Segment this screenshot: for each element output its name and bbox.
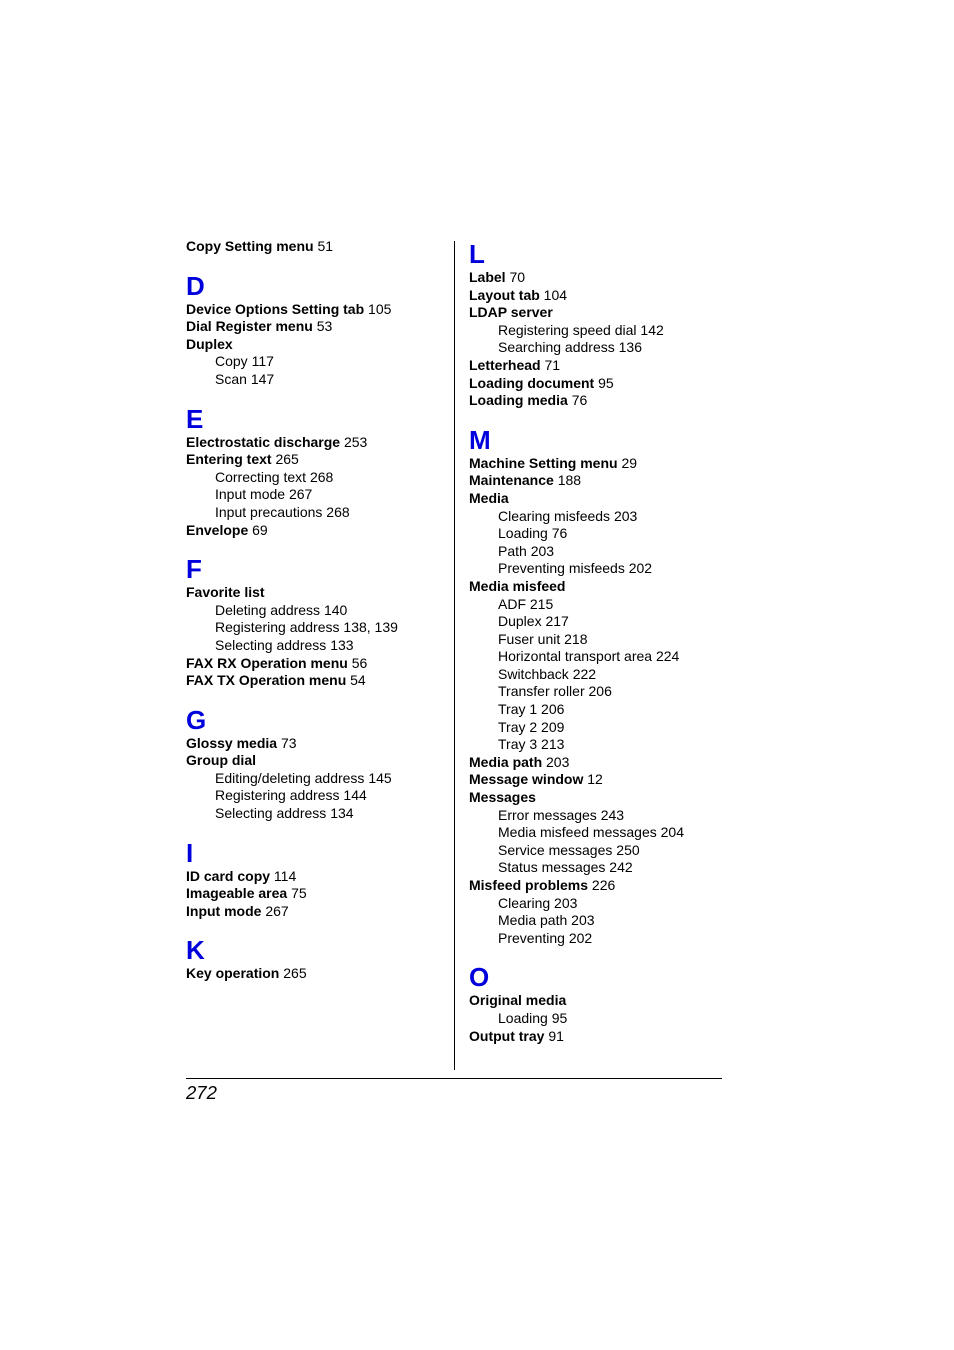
index-term: ADF	[498, 595, 526, 612]
index-page-ref: 147	[250, 370, 275, 387]
index-term: Service messages	[498, 841, 613, 858]
index-term: Envelope	[186, 521, 249, 538]
index-subentry	[469, 596, 729, 614]
index-term: Maintenance	[469, 472, 554, 489]
index-page-ref: 114	[273, 867, 297, 884]
index-page-ref: 203	[554, 894, 578, 911]
index-page-ref: 95	[551, 1009, 568, 1026]
index-page-ref: 202	[568, 929, 593, 946]
index-column-left	[186, 238, 446, 983]
index-page-ref: 69	[252, 521, 268, 538]
index-term: Letterhead	[469, 356, 541, 373]
index-page-ref: 54	[350, 672, 366, 689]
index-term: Registering address	[215, 619, 340, 636]
index-term: Correcting text	[215, 468, 307, 485]
index-subentry	[469, 736, 729, 754]
index-page-ref: 242	[609, 859, 633, 876]
index-letter-heading: F	[186, 554, 202, 585]
index-term: Input precautions	[215, 503, 323, 520]
index-page-ref: 253	[343, 433, 368, 450]
index-page-ref: 203	[530, 542, 555, 559]
index-entry	[186, 735, 446, 753]
index-term: Message window	[469, 771, 584, 788]
index-term: Media path	[498, 912, 568, 929]
index-term: FAX TX Operation menu	[186, 672, 347, 689]
index-term: Duplex	[498, 613, 542, 630]
column-divider	[454, 241, 455, 1070]
index-subentry	[469, 912, 729, 930]
index-letter-heading: D	[186, 270, 205, 301]
index-term: Loading	[498, 1009, 548, 1026]
index-term: Duplex	[186, 335, 233, 352]
index-page-ref: 144	[343, 787, 367, 804]
index-entry	[469, 287, 729, 305]
index-subentry	[186, 469, 446, 487]
index-term: Error messages	[498, 806, 597, 823]
index-subentry	[186, 353, 446, 371]
index-page-ref: 265	[283, 965, 307, 982]
index-page-ref: 95	[598, 374, 614, 391]
index-page-ref: 105	[368, 300, 392, 317]
index-page-ref: 142	[640, 321, 664, 338]
index-page-ref: 267	[265, 902, 289, 919]
index-subentry	[469, 701, 729, 719]
footer-rule	[186, 1078, 722, 1079]
index-page-ref: 12	[587, 771, 603, 788]
index-term: Misfeed problems	[469, 877, 589, 893]
index-page-ref: 104	[543, 286, 568, 303]
index-term: Input mode	[215, 486, 286, 503]
index-entry	[469, 1028, 729, 1046]
index-term: Registering address	[215, 787, 340, 804]
index-page-ref: 250	[616, 841, 640, 858]
index-entry	[469, 357, 729, 375]
index-entry	[186, 965, 446, 983]
index-subentry	[469, 930, 729, 948]
index-entry	[186, 336, 446, 354]
index-term: Horizontal transport area	[498, 648, 653, 665]
index-term: Layout tab	[469, 286, 540, 303]
index-page-ref: 217	[545, 613, 569, 630]
index-term: Fuser unit	[498, 630, 561, 647]
index-term: Media path	[469, 753, 543, 770]
index-entry	[186, 318, 446, 336]
index-page-ref: 213	[541, 736, 565, 753]
index-column-right	[469, 238, 729, 1045]
index-entry	[186, 301, 446, 319]
index-letter-heading: M	[469, 424, 491, 455]
index-entry	[469, 877, 729, 895]
index-entry	[186, 451, 446, 469]
index-term: Machine Setting menu	[469, 454, 618, 471]
index-page-ref: 203	[571, 912, 595, 929]
index-term: Scan	[215, 370, 247, 387]
index-term: Copy	[215, 353, 248, 370]
index-term: Clearing misfeeds	[498, 507, 611, 524]
index-letter-heading: I	[186, 837, 194, 868]
index-term: Tray 2	[498, 718, 538, 735]
index-entry	[186, 434, 446, 452]
index-subentry	[469, 631, 729, 649]
index-subentry	[469, 339, 729, 357]
index-subentry	[186, 602, 446, 620]
index-page-ref: 206	[588, 683, 612, 700]
index-term: Tray 3	[498, 736, 538, 753]
index-term: LDAP server	[469, 304, 553, 321]
index-entry	[186, 584, 446, 602]
index-subentry	[469, 859, 729, 877]
index-page-ref: 206	[541, 701, 565, 718]
index-entry	[186, 868, 446, 886]
index-term: Label	[469, 269, 506, 285]
index-subentry	[186, 371, 446, 389]
index-subentry	[469, 842, 729, 860]
index-entry	[186, 672, 446, 690]
index-entry	[469, 455, 729, 473]
index-term: Favorite list	[186, 584, 265, 601]
index-page-ref: 222	[572, 665, 597, 682]
index-page-ref: 226	[591, 877, 616, 893]
index-page-ref: 76	[551, 525, 568, 542]
index-term: Preventing misfeeds	[498, 560, 625, 577]
index-term: Registering speed dial	[498, 321, 637, 338]
index-page-ref: 268	[309, 468, 334, 485]
index-page-ref: 203	[613, 507, 638, 524]
index-entry	[469, 490, 729, 508]
index-term: Entering text	[186, 451, 272, 468]
index-term: Dial Register menu	[186, 318, 313, 335]
index-term: Input mode	[186, 902, 262, 919]
index-subentry	[469, 719, 729, 737]
index-letter-heading: K	[186, 935, 205, 966]
index-term: Media misfeed messages	[498, 824, 657, 841]
index-page-ref: 91	[548, 1027, 564, 1044]
index-page-ref: 56	[351, 654, 368, 671]
index-page-ref: 134	[330, 805, 354, 822]
index-subentry	[186, 504, 446, 522]
index-page-ref: 140	[323, 601, 348, 618]
index-term: Imageable area	[186, 885, 288, 902]
index-term: Transfer roller	[498, 683, 585, 700]
index-entry	[469, 392, 729, 410]
index-term: Copy Setting menu	[186, 238, 314, 254]
index-term: Path	[498, 542, 527, 559]
index-page-ref: 203	[546, 753, 570, 770]
index-page-ref: 209	[541, 718, 565, 735]
index-letter-heading: G	[186, 704, 207, 735]
index-entry	[186, 238, 446, 256]
index-term: Loading document	[469, 374, 595, 391]
index-page-ref: 73	[280, 734, 297, 751]
index-entry	[186, 885, 446, 903]
index-page-ref: 53	[316, 318, 333, 335]
index-term: Messages	[469, 789, 536, 806]
index-term: Group dial	[186, 752, 256, 769]
index-page-ref: 243	[600, 806, 625, 823]
index-subentry	[469, 525, 729, 543]
index-term: Device Options Setting tab	[186, 300, 365, 317]
index-entry	[469, 992, 729, 1010]
index-term: Preventing	[498, 929, 565, 946]
index-page-ref: 145	[368, 769, 392, 786]
index-page-ref: 265	[275, 451, 299, 468]
index-subentry	[186, 486, 446, 504]
index-term: Editing/deleting address	[215, 769, 365, 786]
index-subentry	[469, 895, 729, 913]
index-term: Clearing	[498, 894, 551, 911]
index-term: Searching address	[498, 339, 615, 356]
index-letter-heading: O	[469, 962, 490, 993]
index-subentry	[469, 508, 729, 526]
index-subentry	[469, 1010, 729, 1028]
index-page-ref: 218	[564, 630, 588, 647]
index-term: Loading	[498, 525, 548, 542]
page-number: 272	[186, 1082, 217, 1103]
index-letter-heading: L	[469, 239, 485, 269]
index-page-ref: 29	[621, 454, 638, 471]
index-entry	[186, 522, 446, 540]
index-page-ref: 204	[660, 824, 684, 841]
index-subentry	[469, 560, 729, 578]
index-term: Glossy media	[186, 734, 278, 751]
index-subentry	[469, 683, 729, 701]
index-term: Electrostatic discharge	[186, 433, 341, 450]
index-term: Loading media	[469, 392, 568, 409]
index-term: Switchback	[498, 665, 569, 682]
index-term: Key operation	[186, 965, 280, 982]
index-subentry	[469, 543, 729, 561]
index-term: Tray 1	[498, 701, 538, 718]
index-term: Selecting address	[215, 805, 327, 822]
index-page-ref: 117	[251, 353, 274, 370]
index-subentry	[469, 648, 729, 666]
index-entry	[469, 269, 729, 287]
index-page-ref: 136	[618, 339, 642, 356]
index-term: Media	[469, 489, 509, 506]
index-entry	[186, 903, 446, 921]
index-page-ref: 70	[509, 269, 526, 285]
index-letter-heading: E	[186, 403, 204, 434]
index-entry	[469, 789, 729, 807]
index-page-ref: 75	[291, 885, 307, 902]
index-subentry	[186, 805, 446, 823]
index-term: Selecting address	[215, 636, 327, 653]
index-term: Status messages	[498, 859, 606, 876]
index-entry	[186, 655, 446, 673]
index-entry	[186, 752, 446, 770]
index-term: Original media	[469, 992, 567, 1009]
index-page-ref: 202	[628, 560, 653, 577]
index-term: FAX RX Operation menu	[186, 654, 348, 671]
index-term: ID card copy	[186, 867, 271, 884]
index-subentry	[186, 787, 446, 805]
index-entry	[469, 304, 729, 322]
index-subentry	[469, 807, 729, 825]
index-subentry	[469, 824, 729, 842]
index-subentry	[469, 613, 729, 631]
index-page-ref: 188	[557, 472, 582, 489]
index-subentry	[186, 770, 446, 788]
index-entry	[469, 578, 729, 596]
index-entry	[469, 771, 729, 789]
index-page-ref: 215	[529, 595, 554, 612]
index-subentry	[469, 322, 729, 340]
index-subentry	[469, 666, 729, 684]
index-subentry	[186, 637, 446, 655]
index-term: Deleting address	[215, 601, 321, 618]
index-page-ref: 268	[326, 503, 350, 520]
index-page-ref: 51	[317, 238, 334, 254]
index-entry	[469, 472, 729, 490]
index-page-ref: 133	[330, 636, 354, 653]
index-page-ref: 138, 139	[343, 619, 398, 636]
index-page-ref: 267	[288, 486, 313, 503]
index-subentry	[186, 619, 446, 637]
index-term: Output tray	[469, 1027, 545, 1044]
index-page-ref: 224	[655, 648, 680, 665]
index-term: Media misfeed	[469, 577, 566, 594]
index-entry	[469, 754, 729, 772]
index-page-ref: 76	[571, 392, 588, 409]
index-page-ref: 71	[544, 356, 561, 373]
index-entry	[469, 375, 729, 393]
